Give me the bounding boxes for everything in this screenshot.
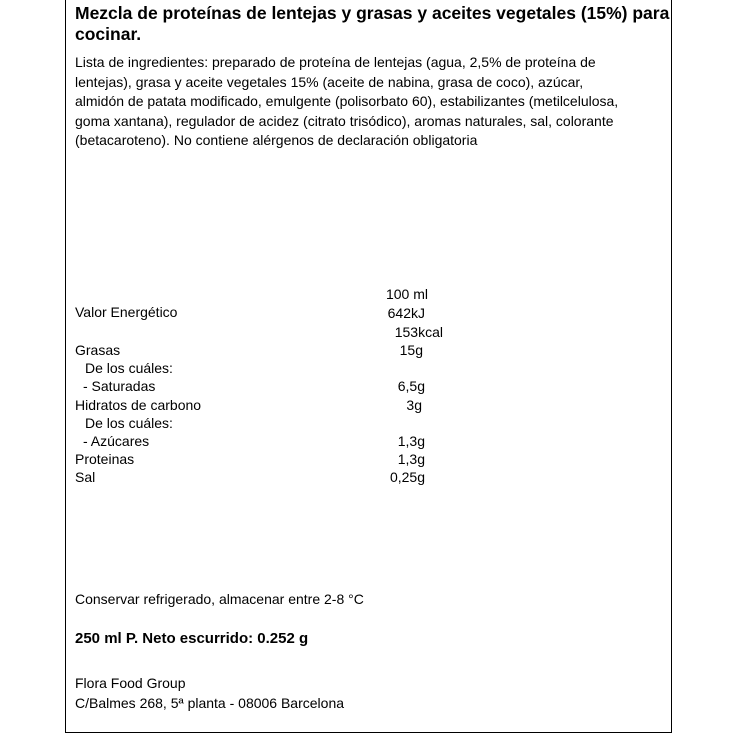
carbs-label: Hidratos de carbono	[75, 397, 202, 413]
product-title: Mezcla de proteínas de lentejas y grasas y aceites vegetales (15%) para cocinar.	[75, 3, 670, 44]
carbs-value: 3g	[406, 397, 422, 413]
of-which-label-2: De los cuáles:	[85, 415, 173, 431]
of-which-label-1: De los cuáles:	[85, 360, 173, 376]
company-info	[75, 673, 344, 713]
sugars-label: - Azúcares	[83, 433, 150, 449]
fat-value: 15g	[399, 342, 423, 358]
saturated-label: - Saturadas	[83, 378, 156, 394]
saturated-value: 6,5g	[397, 378, 425, 394]
ingredients-list: Lista de ingredientes: preparado de proteína de lentejas (agua, 2,5% de proteína de lentejas), grasa y aceite vegetales 15% (aceite de nabina, grasa de coco), azúcar, almidón de patata modificado, emulgente (polisorbato 60), estabilizantes (metilcelulosa, goma xantana), regulador de acidez (citrato trisódico), aromas naturales, sal, colorante (betacaroteno). No contiene alérgenos de declaración obligatoria	[75, 54, 619, 148]
protein-value: 1,3g	[397, 451, 425, 467]
fat-label: Grasas	[75, 342, 121, 358]
protein-label: Proteinas	[75, 451, 135, 467]
salt-value: 0,25g	[389, 469, 425, 485]
salt-label: Sal	[75, 469, 96, 485]
energy-label: Valor Energético	[75, 304, 178, 320]
nutrition-header: 100 ml	[385, 286, 428, 302]
energy-kj-value: 642kJ	[387, 305, 425, 321]
energy-kcal-value: 153kcal	[394, 324, 443, 340]
company-address: C/Balmes 268, 5ª planta - 08006 Barcelona	[75, 695, 345, 711]
company-name: Flora Food Group	[75, 675, 186, 691]
net-quantity: 250 ml P. Neto escurrido: 0.252 g	[75, 630, 309, 647]
storage-instructions: Conservar refrigerado, almacenar entre 2-8 °C	[75, 591, 364, 607]
sugars-value: 1,3g	[397, 433, 425, 449]
